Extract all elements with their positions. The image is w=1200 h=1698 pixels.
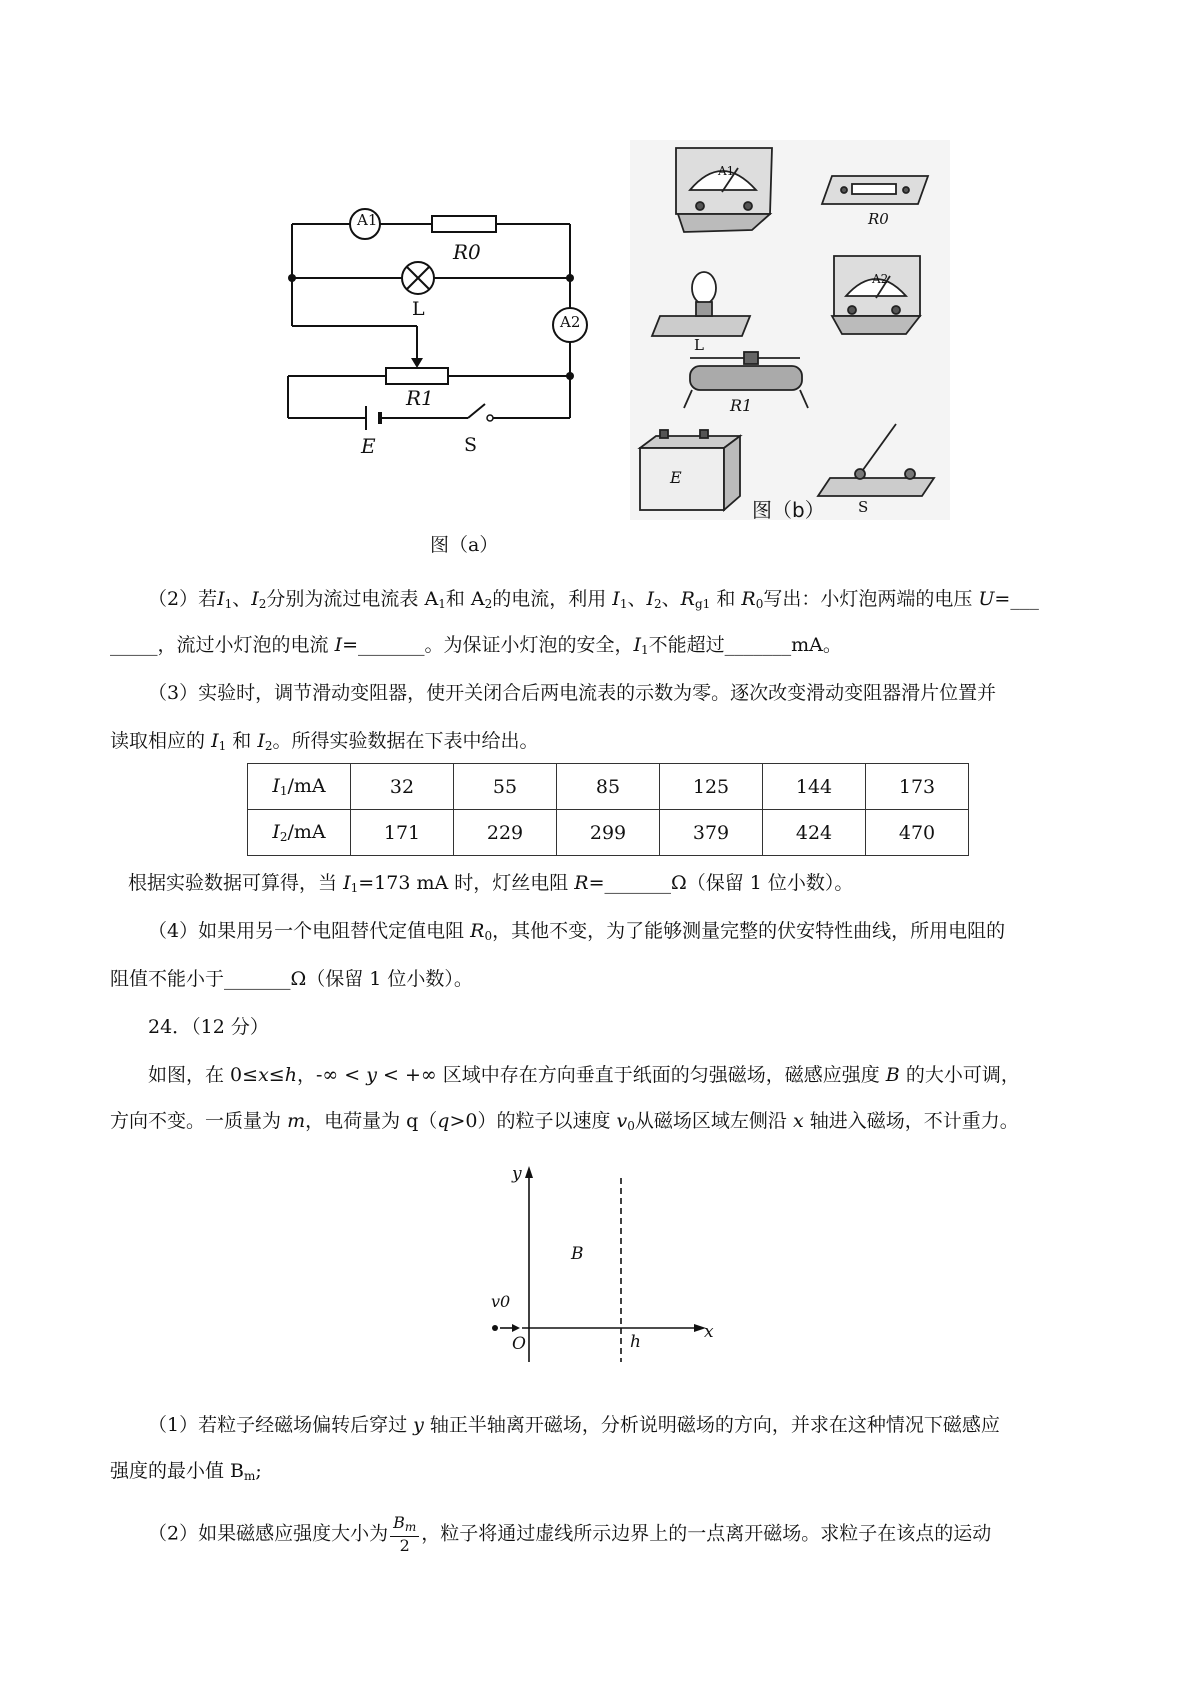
q24-line1: 如图，在 0≤x≤h，-∞ < y < +∞ 区域中存在方向垂直于纸面的匀强磁场，磁感应强度 B 的大小可调， bbox=[148, 1064, 1020, 1086]
figure-a-caption: 图（a） bbox=[430, 534, 499, 556]
q4-line1: （4）如果用另一个电阻替代定值电阻 $R_0$，其他不变，为了能够测量完整的伏安特性曲线，所用电阻的 bbox=[148, 920, 1006, 943]
boundary-label: h bbox=[630, 1332, 641, 1352]
label-r1: R1 bbox=[406, 386, 434, 410]
q3-line1: （3）实验时，调节滑动变阻器，使开关闭合后两电流表的示数为零。逐次改变滑动变阻器滑片位置并 bbox=[148, 682, 997, 704]
table-cell: 85 bbox=[557, 764, 660, 810]
table-cell: 32 bbox=[351, 764, 454, 810]
label-switch: S bbox=[464, 434, 478, 456]
label-lamp: L bbox=[412, 298, 425, 320]
table-cell: 379 bbox=[660, 810, 763, 856]
table-cell: 299 bbox=[557, 810, 660, 856]
q24-line2: 方向不变。一质量为 m，电荷量为 q（q>0）的粒子以速度 $v_0$从磁场区域左侧沿 x 轴进入磁场，不计重力。 bbox=[110, 1110, 1019, 1133]
q24-1-line2: 强度的最小值 $B_m$; bbox=[110, 1460, 262, 1483]
label-b-lamp: L bbox=[694, 336, 704, 354]
table-cell: 125 bbox=[660, 764, 763, 810]
origin-label: O bbox=[512, 1334, 526, 1354]
table-row bbox=[248, 810, 969, 856]
table-cell: 424 bbox=[763, 810, 866, 856]
field-label: B bbox=[571, 1244, 584, 1264]
q24-header: 24．（12 分） bbox=[148, 1016, 269, 1038]
q2-line2: _____，流过小灯泡的电流 I=_______。为保证小灯泡的安全，$I_1$不能超过_______mA。 bbox=[110, 634, 842, 657]
figure-b-caption: 图（b） bbox=[752, 498, 825, 522]
table-cell: 229 bbox=[454, 810, 557, 856]
q24-1-line1: （1）若粒子经磁场偏转后穿过 y 轴正半轴离开磁场，分析说明磁场的方向，并求在这种情况下磁感应 bbox=[148, 1414, 1000, 1436]
table-cell: 470 bbox=[866, 810, 969, 856]
q3-result: 根据实验数据可算得，当 $I_1=173$ mA 时，灯丝电阻 R=_______Ω（保留 1 位小数）。 bbox=[128, 872, 854, 895]
ammeter-a1-device bbox=[676, 148, 772, 232]
data-table bbox=[247, 763, 969, 856]
circuit-diagram-a bbox=[270, 180, 600, 480]
apparatus-figure-b bbox=[620, 140, 955, 522]
q2-line1: （2）若$I_1$、$I_2$分别为流过电流表 $A_1$和 $A_2$的电流，利用 $I_1$、$I_2$、$R_{g1}$ 和 $R_0$写出：小灯泡两端的电压 U=___ bbox=[148, 588, 1039, 611]
table-cell: 173 bbox=[866, 764, 969, 810]
y-axis-label: y bbox=[512, 1164, 522, 1184]
label-b-a1: A1 bbox=[718, 164, 735, 178]
q4-line2: 阻值不能小于_______Ω（保留 1 位小数）。 bbox=[110, 968, 473, 990]
label-b-battery: E bbox=[670, 468, 682, 487]
fraction: $\frac{B_m}{2}$ bbox=[390, 1514, 419, 1555]
velocity-label: v0 bbox=[491, 1292, 511, 1311]
label-b-rheostat: R1 bbox=[730, 396, 753, 415]
q24-2-line1: （2）如果磁感应强度大小为 $\frac{B_m}{2}$ ，粒子将通过虚线所示边界上的一点离开磁场。求粒子在该点的运动 bbox=[148, 1513, 992, 1555]
x-axis-label: x bbox=[704, 1322, 714, 1342]
table-header-i1: $I_1/mA$ bbox=[248, 764, 351, 810]
table-header-i2: $I_2/mA$ bbox=[248, 810, 351, 856]
label-a1: A1 bbox=[357, 211, 378, 229]
table-row bbox=[248, 764, 969, 810]
label-b-a2: A2 bbox=[872, 272, 889, 286]
label-r0: R0 bbox=[453, 240, 481, 264]
table-cell: 55 bbox=[454, 764, 557, 810]
q3-line2: 读取相应的 $I_1$ 和 $I_2$。所得实验数据在下表中给出。 bbox=[110, 730, 539, 753]
table-cell: 171 bbox=[351, 810, 454, 856]
label-battery: E bbox=[361, 434, 376, 458]
table-cell: 144 bbox=[763, 764, 866, 810]
label-b-r0: R0 bbox=[868, 210, 889, 228]
label-b-switch: S bbox=[858, 498, 869, 516]
label-a2: A2 bbox=[560, 313, 581, 331]
